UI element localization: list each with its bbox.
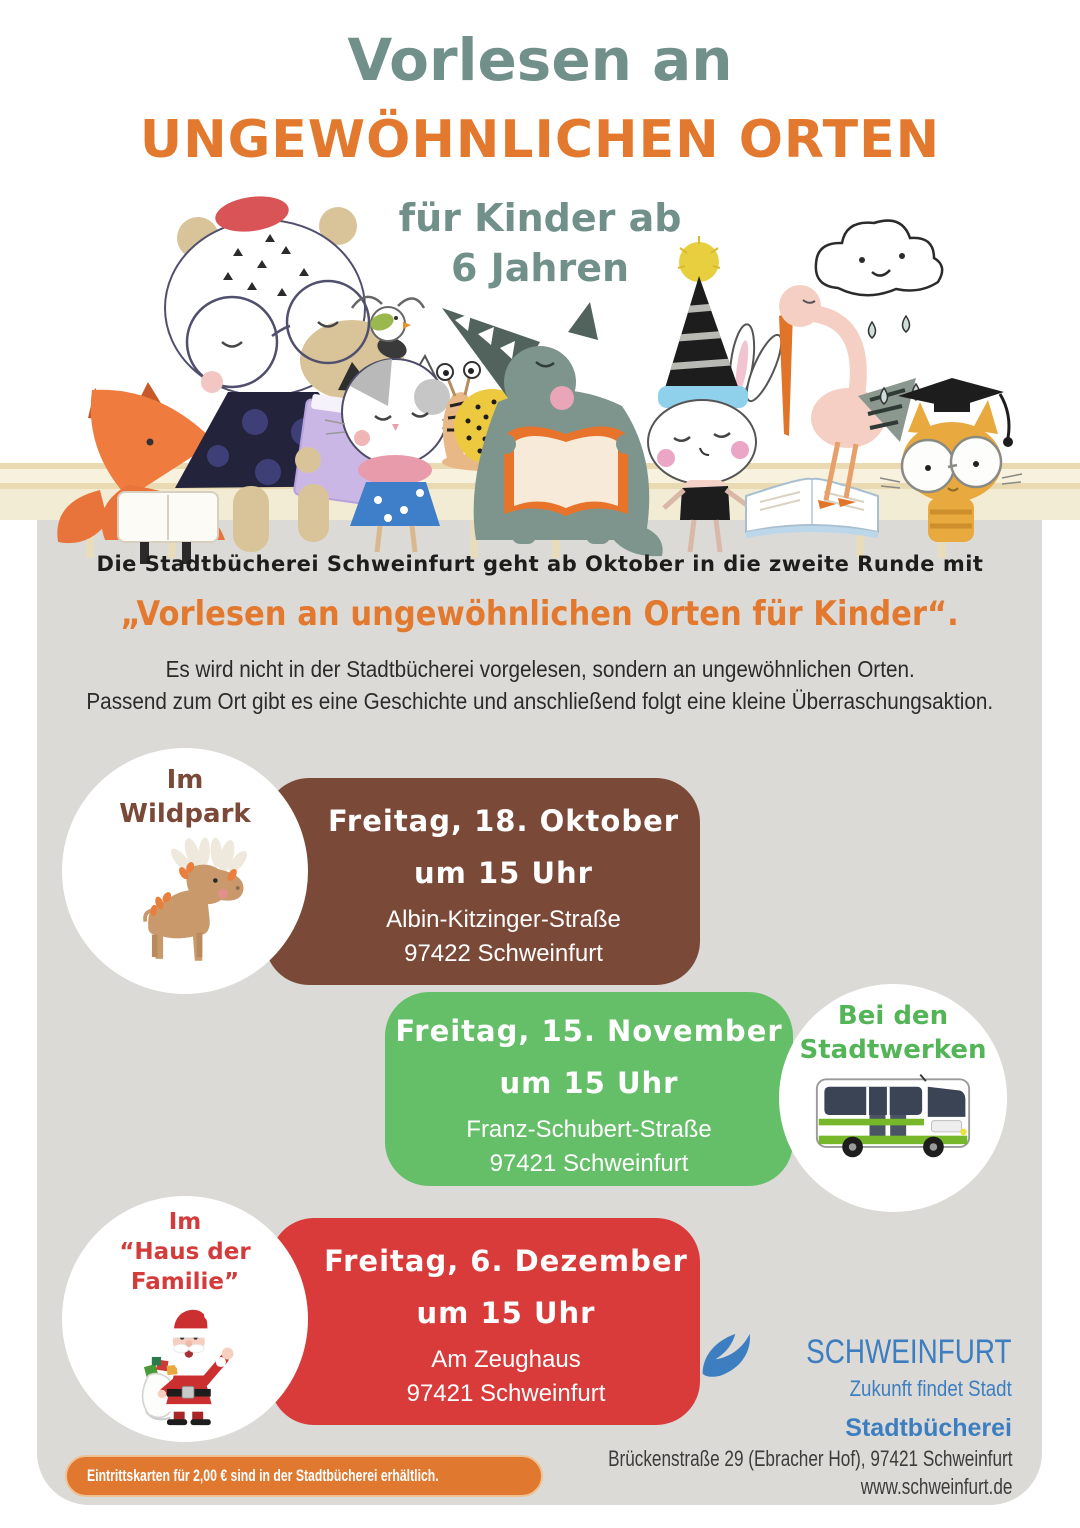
intro-body-line2: Passend zum Ort gibt es eine Geschichte und anschließend folgt eine kleine Überraschungsaktion. [86, 688, 994, 714]
event-city: 97422 Schweinfurt [404, 940, 603, 967]
ticket-info-badge [65, 1455, 543, 1497]
swoosh-icon [699, 1324, 757, 1380]
intro-quote: „Vorlesen an ungewöhnlichen Orten für Kinder“. [120, 594, 960, 634]
event-card-haus-der-familie [270, 1218, 700, 1425]
event-card-stadtwerke [385, 992, 793, 1186]
location-label: Bei den Stadtwerken [799, 1001, 987, 1065]
event-date: Freitag, 15. November [395, 1014, 783, 1048]
event-date: Freitag, 18. Oktober [327, 804, 680, 838]
department-label: Stadtbücherei [845, 1414, 1012, 1442]
location-label: Im “Haus der Familie” [119, 1209, 251, 1295]
event-time: um 15 Uhr [499, 1066, 679, 1100]
animals-reading-illustration [0, 190, 1080, 590]
event-card-wildpark [265, 778, 700, 985]
poster-subtitle-line2: 6 Jahren [450, 246, 630, 290]
ticket-info-text: Eintrittskarten für 2,00 € sind in der Stadtbücherei erhältlich. [87, 1466, 439, 1485]
website-url: www.schweinfurt.de [860, 1474, 1012, 1499]
event-city: 97421 Schweinfurt [489, 1150, 689, 1177]
location-badge-stadtwerke [779, 984, 1007, 1212]
poster-title-line2: UNGEWÖHNLICHEN ORTEN [139, 110, 941, 170]
address-line: Brückenstraße 29 (Ebracher Hof), 97421 Schweinfurt [607, 1446, 1012, 1471]
logo-wordmark: SCHWEINFURT [806, 1332, 1012, 1371]
event-time: um 15 Uhr [416, 1296, 596, 1330]
event-date: Freitag, 6. Dezember [324, 1244, 688, 1278]
event-street: Franz-Schubert-Straße [466, 1116, 712, 1143]
event-street: Albin-Kitzinger-Straße [386, 906, 621, 933]
schweinfurt-logo [699, 1324, 1012, 1380]
santa-illustration [123, 1298, 248, 1426]
moose-illustration [108, 832, 263, 972]
event-time: um 15 Uhr [414, 856, 593, 890]
event-street: Am Zeughaus [431, 1346, 581, 1373]
poster-title-line1: Vorlesen an [347, 26, 733, 94]
poster-subtitle-line1: für Kinder ab [398, 196, 682, 240]
logo-tagline: Zukunft findet Stadt [849, 1376, 1012, 1401]
intro-lead: Die Stadtbücherei Schweinfurt geht ab Oktober in die zweite Runde mit [96, 552, 984, 576]
location-label: Im Wildpark [119, 765, 251, 829]
location-badge-haus-der-familie [62, 1196, 308, 1442]
location-badge-wildpark [62, 748, 308, 994]
event-city: 97421 Schweinfurt [406, 1380, 606, 1407]
intro-body-line1: Es wird nicht in der Stadtbücherei vorgelesen, sondern an ungewöhnlichen Orten. [165, 656, 915, 682]
bus-illustration [813, 1068, 973, 1162]
